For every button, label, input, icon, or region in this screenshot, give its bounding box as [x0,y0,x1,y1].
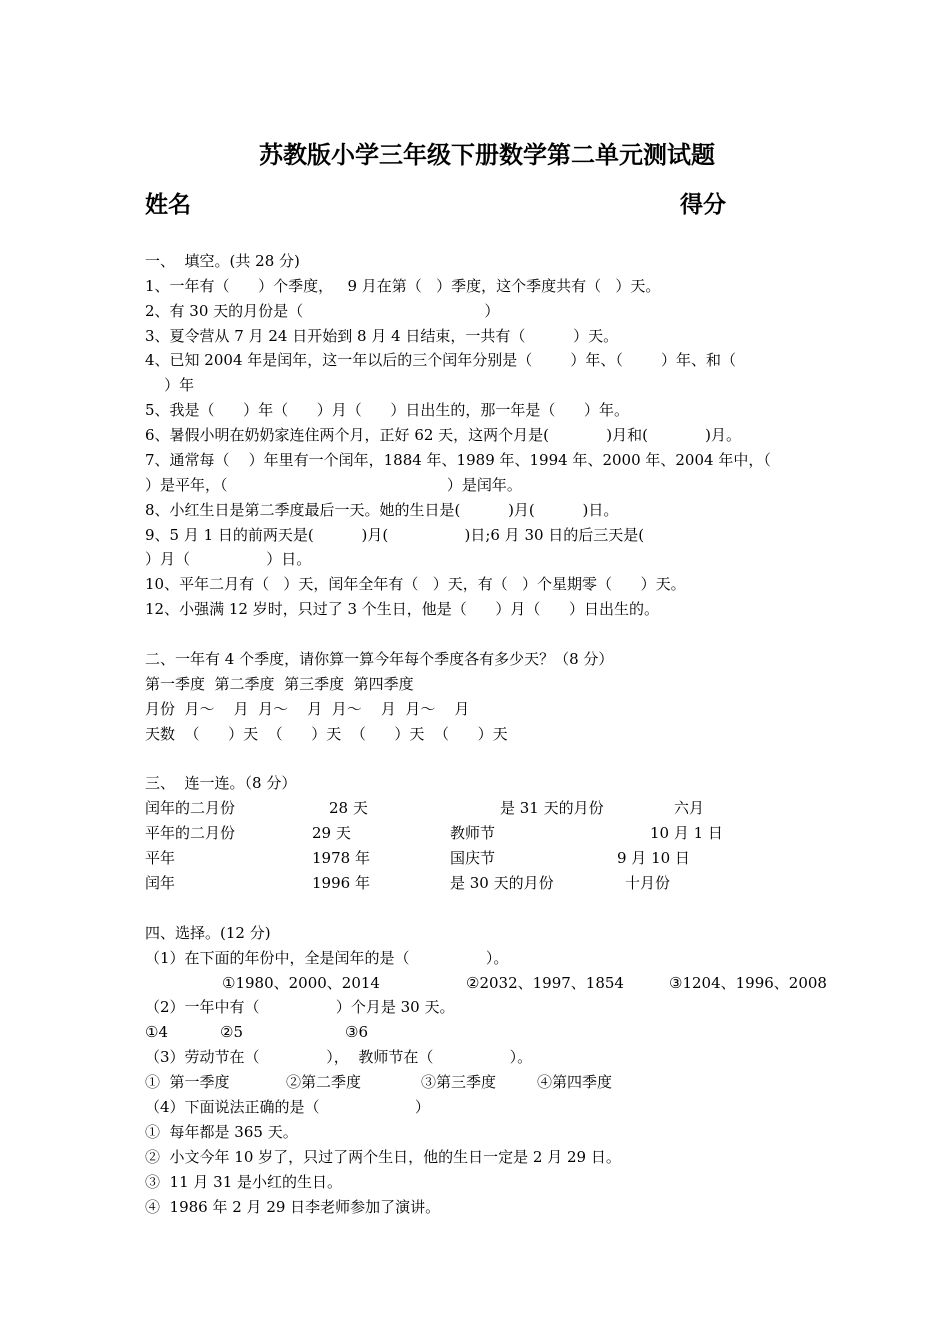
q4-option: ④ 1986 年 2 月 29 日李老师参加了演讲。 [145,1198,441,1216]
section1-line: ）年 [145,376,195,394]
match-col2-item: 1996 年 [312,874,370,892]
q3-option: ① 第一季度 [145,1073,230,1091]
score-label: 得分 [680,192,726,218]
match-col2-item: 29 天 [312,824,351,842]
section1-line: 5、我是（ ）年（ ）月（ ）日出生的，那一年是（ ）年。 [145,401,629,419]
section1-line: 6、暑假小明在奶奶家连住两个月，正好 62 天，这两个月是( )月和( )月。 [145,426,742,444]
section2-heading: 二、一年有 4 个季度，请你算一算今年每个季度各有多少天？（8 分） [145,650,614,668]
q1-option: ①1980、2000、2014 [222,974,380,992]
match-col3-item: 教师节 [450,824,496,842]
section1-heading: 一、 填空。(共 28 分) [145,252,300,270]
question-4: （4）下面说法正确的是（ ） [145,1098,430,1116]
match-col2-item: 28 天 [329,799,368,817]
section1-line: ）月（ ）日。 [145,550,312,568]
q2-option: ①4 [145,1023,168,1041]
match-col4-item: 六月 [674,799,705,817]
section1-line: 2、有 30 天的月份是（ ） [145,302,500,320]
match-col1-item: 平年 [145,849,176,867]
q3-option: ③第三季度 [421,1073,497,1091]
q4-option: ② 小文今年 10 岁了，只过了两个生日，他的生日一定是 2 月 29 日。 [145,1148,621,1166]
section1-line: 8、小红生日是第二季度最后一天。她的生日是( )月( )日。 [145,501,619,519]
question-1: （1）在下面的年份中，全是闰年的是（ ）。 [145,949,509,967]
name-label: 姓名 [145,192,191,218]
match-col1-item: 平年的二月份 [145,824,236,842]
section1-line: 4、已知 2004 年是闰年，这一年以后的三个闰年分别是（ ）年、（ ）年、和（ [145,351,737,369]
q1-option: ②2032、1997、1854 [466,974,624,992]
question-2: （2）一年中有（ ）个月是 30 天。 [145,998,455,1016]
q4-option: ③ 11 月 31 是小红的生日。 [145,1173,343,1191]
section1-line: 1、一年有（ ）个季度， 9 月在第（ ）季度，这个季度共有（ ）天。 [145,277,661,295]
page-title: 苏教版小学三年级下册数学第二单元测试题 [259,141,715,169]
section3-heading: 三、 连一连。（8 分） [145,774,297,792]
section1-line: 9、5 月 1 日的前两天是( )月( )日;6 月 30 日的后三天是( [145,526,645,544]
q2-option: ③6 [345,1023,368,1041]
match-col1-item: 闰年的二月份 [145,799,236,817]
match-col3-item: 是 31 天的月份 [500,799,604,817]
q3-option: ②第二季度 [286,1073,362,1091]
section1-line: 12、小强满 12 岁时，只过了 3 个生日，他是（ ）月（ ）日出生的。 [145,600,660,618]
q2-option: ②5 [220,1023,243,1041]
section1-line: 10、平年二月有（ ）天，闰年全年有（ ）天，有（ ）个星期零（ ）天。 [145,575,686,593]
question-3: （3）劳动节在（ ）， 教师节在（ ）。 [145,1048,533,1066]
match-col1-item: 闰年 [145,874,176,892]
match-col4-item: 9 月 10 日 [617,849,690,867]
season-header-row: 第一季度 第二季度 第三季度 第四季度 [145,675,414,693]
match-col3-item: 是 30 天的月份 [450,874,554,892]
days-row: 天数 （ ）天 （ ）天 （ ）天 （ ）天 [145,725,508,743]
section1-line: 7、通常每（ ）年里有一个闰年，1884 年、1989 年、1994 年、2000 年、2004 年中，（ [145,451,771,469]
match-col4-item: 10 月 1 日 [650,824,723,842]
match-col3-item: 国庆节 [450,849,496,867]
q4-option: ① 每年都是 365 天。 [145,1123,298,1141]
section1-line: ）是平年，（ ）是闰年。 [145,476,522,494]
section4-heading: 四、选择。(12 分) [145,924,271,942]
match-col4-item: 十月份 [625,874,671,892]
match-col2-item: 1978 年 [312,849,370,867]
q3-option: ④第四季度 [537,1073,613,1091]
section1-line: 3、夏令营从 7 月 24 日开始到 8 月 4 日结束，一共有（ ）天。 [145,327,619,345]
q1-option: ③1204、1996、2008 [669,974,827,992]
months-row: 月份 月～ 月 月～ 月 月～ 月 月～ 月 [145,700,470,718]
